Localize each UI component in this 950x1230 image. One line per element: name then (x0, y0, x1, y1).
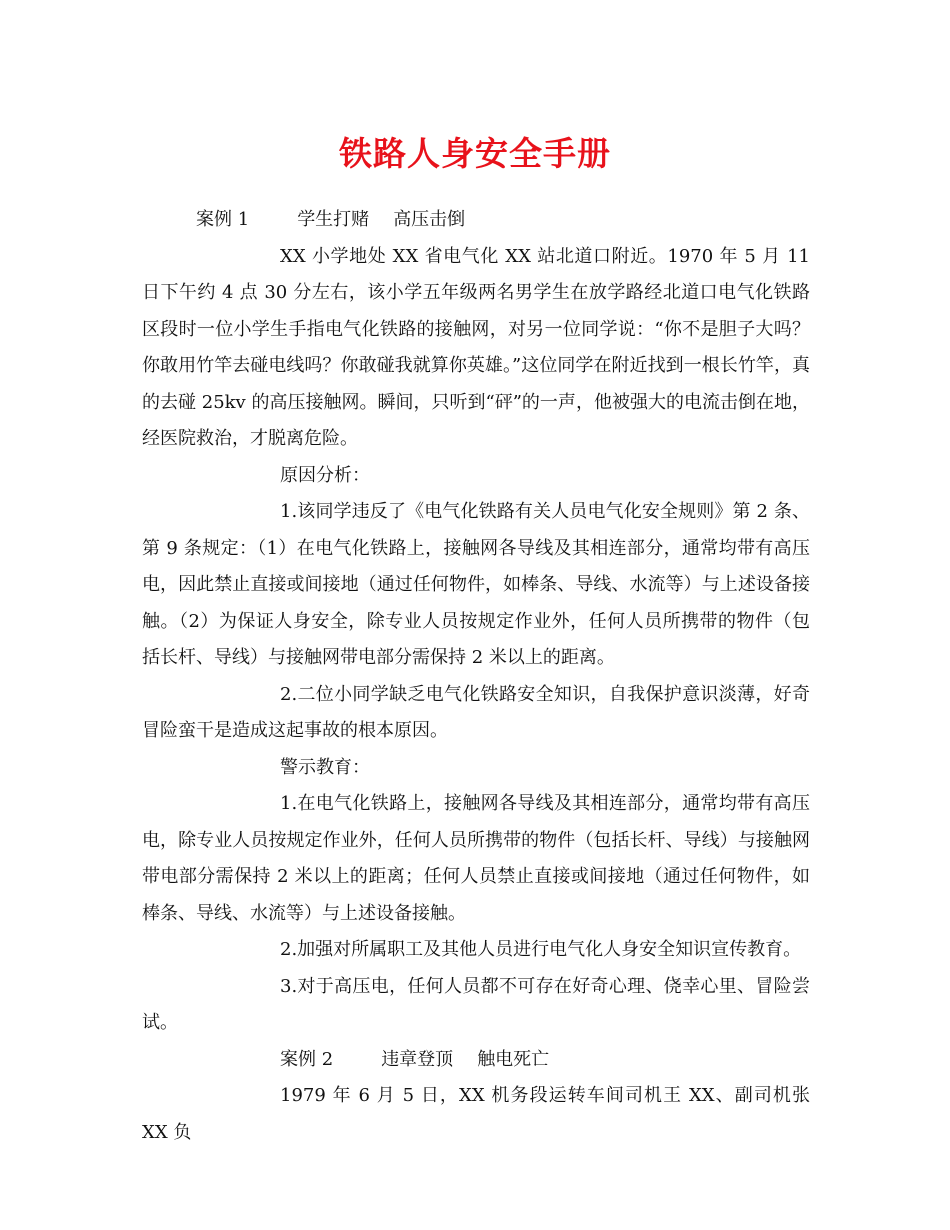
warning-item-2: 2.加强对所属职工及其他人员进行电气化人身安全知识宣传教育。 (280, 939, 802, 960)
case-2-heading (142, 1042, 810, 1079)
warning-item-3: 3.对于高压电，任何人员都不可存在好奇心理、侥幸心里、冒险尝试。 (142, 975, 810, 1033)
case-1-heading (142, 202, 810, 239)
document-title: 铁路人身安全手册 (339, 134, 611, 173)
case-1-story-paragraph: XX 小学地处 XX 省电气化 XX 站北道口附近。1970 年 5 月 11 日下午约 4 点 30 分左右，该小学五年级两名男学生在放学路经北道口电气化铁路区段时一位小学生手指电气化铁路的接触网，对另一位同学说：“你不是胆子大吗？你敢用竹竿去碰电线吗？你敢碰我就算你英雄。”这位同学在附近找到一根长竹竿，真的去碰 25kv 的高压接触网。瞬间，只听到“砰”的一声，他被强大的电流击倒在地，经医院救治，才脱离危险。 (142, 245, 810, 449)
case-1-title-part1: 学生打赌 (297, 209, 370, 230)
case-2-story-paragraph: 1979 年 6 月 5 日，XX 机务段运转车间司机王 XX、副司机张 XX 负 (142, 1085, 810, 1143)
case-2-title-part1: 违章登顶 (381, 1048, 454, 1070)
document-body (142, 202, 810, 1151)
case-2-label: 案例 2 (280, 1048, 334, 1070)
case-1-title-part2: 高压击倒 (393, 209, 466, 230)
case-1-label: 案例 1 (196, 209, 250, 230)
case-2-title-part2: 触电死亡 (477, 1048, 550, 1070)
cause-analysis-heading: 原因分析： (280, 464, 370, 486)
cause-item-1: 1.该同学违反了《电气化铁路有关人员电气化安全规则》第 2 条、第 9 条规定：（1）在电气化铁路上，接触网各导线及其相连部分，通常均带有高压电，因此禁止直接或间接地（通过任何物件，如棒条、导线、水流等）与上述设备接触。（2）为保证人身安全，除专业人员按规定作业外，任何人员所携带的物件（包括长杆、导线）与接触网带电部分需保持 2 米以上的距离。 (142, 501, 810, 668)
cause-item-2: 2.二位小同学缺乏电气化铁路安全知识，自我保护意识淡薄，好奇冒险蛮干是造成这起事故的根本原因。 (142, 683, 810, 741)
warning-education-heading: 警示教育： (280, 756, 370, 778)
warning-item-1: 1.在电气化铁路上，接触网各导线及其相连部分，通常均带有高压电，除专业人员按规定作业外，任何人员所携带的物件（包括长杆、导线）与接触网带电部分需保持 2 米以上的距离；任何人员禁止直接或间接地（通过任何物件，如棒条、导线、水流等）与上述设备接触。 (142, 793, 810, 924)
